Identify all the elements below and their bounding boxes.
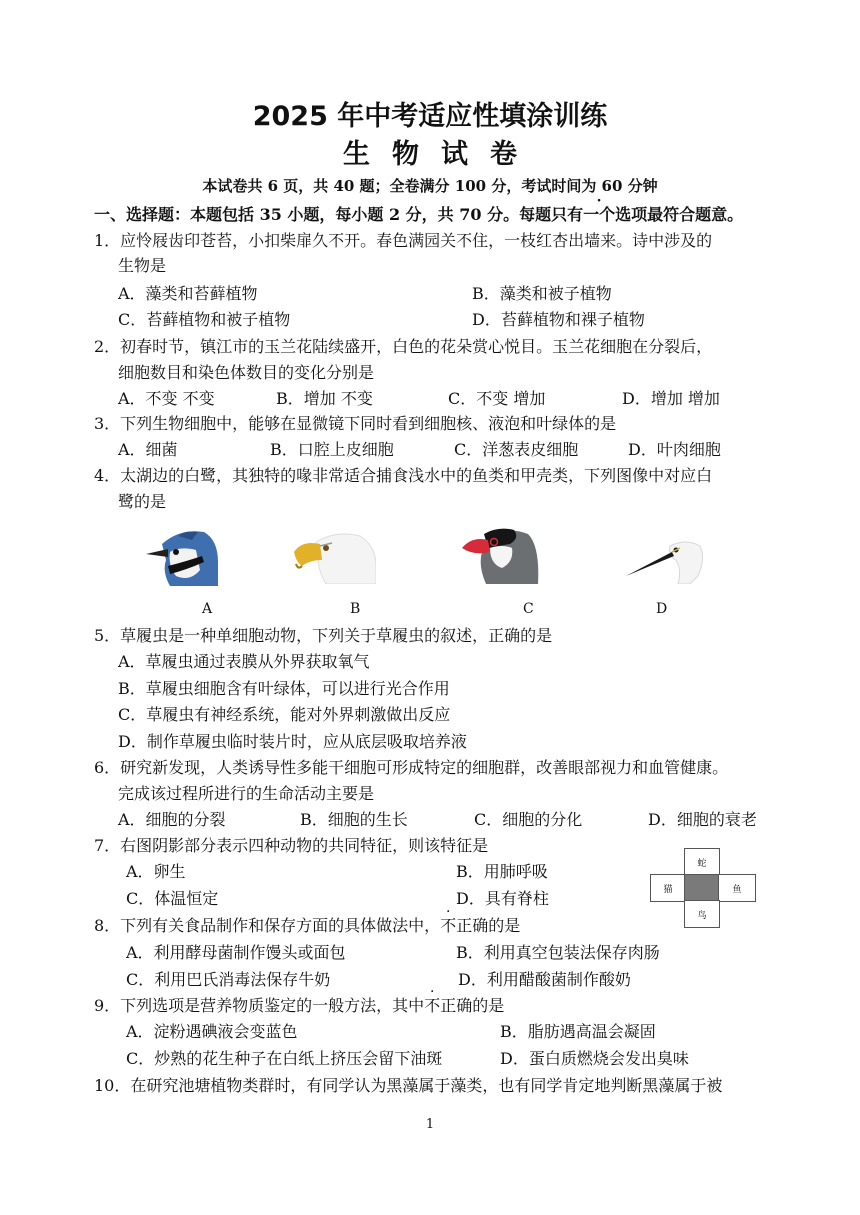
q1-stem-line2: 生物是 bbox=[118, 256, 167, 275]
q2-option-b[interactable]: B．增加 不变 bbox=[276, 389, 373, 408]
q5-option-c[interactable]: C．草履虫有神经系统，能对外界刺激做出反应 bbox=[118, 705, 451, 724]
diagram-cell-cat: 猫 bbox=[650, 874, 686, 902]
q9-stem-post: 正确的是 bbox=[440, 996, 505, 1015]
bird-java-sparrow-image[interactable] bbox=[458, 526, 540, 584]
q7-stem: 7．右图阴影部分表示四种动物的共同特征，则该特征是 bbox=[94, 836, 489, 855]
diagram-cell-snake: 蛇 bbox=[684, 848, 720, 876]
q5-option-d[interactable]: D．制作草履虫临时装片时，应从底层吸取培养液 bbox=[118, 732, 467, 751]
bird-label-a: A bbox=[202, 601, 213, 617]
q3-option-a[interactable]: A．细菌 bbox=[118, 440, 178, 459]
q3-option-b[interactable]: B．口腔上皮细胞 bbox=[270, 440, 394, 459]
q9-option-b[interactable]: B．脂肪遇高温会凝固 bbox=[500, 1022, 656, 1041]
section-heading-prefix: 一、选择题：本题包括 35 小题，每小题 2 分，共 70 分。每题只有 bbox=[94, 205, 584, 224]
q7-option-d[interactable]: D．具有脊柱 bbox=[456, 889, 549, 908]
q8-option-d[interactable]: D．利用醋酸菌制作酸奶 bbox=[458, 970, 631, 989]
q8-stem bbox=[94, 916, 520, 936]
section-heading-emphasis: 一个 bbox=[583, 205, 616, 224]
q8-option-a[interactable]: A．利用酵母菌制作馒头或面包 bbox=[126, 943, 346, 962]
q5-option-b[interactable]: B．草履虫细胞含有叶绿体，可以进行光合作用 bbox=[118, 679, 450, 698]
q2-option-a[interactable]: A．不变 不变 bbox=[118, 389, 215, 408]
q2-stem-line2: 细胞数目和染色体数目的变化分别是 bbox=[118, 363, 375, 382]
q1-stem-line1: 1．应怜屐齿印苍苔，小扣柴扉久不开。春色满园关不住，一枝红杏出墙来。诗中涉及的 bbox=[94, 231, 713, 250]
q9-option-d[interactable]: D．蛋白质燃烧会发出臭味 bbox=[500, 1049, 689, 1068]
bird-egret-image[interactable] bbox=[624, 536, 706, 584]
q4-stem-line1: 4．太湖边的白鹭，其独特的喙非常适合捕食浅水中的鱼类和甲壳类，下列图像中对应白 bbox=[94, 466, 713, 485]
q3-option-c[interactable]: C．洋葱表皮细胞 bbox=[454, 440, 579, 459]
diagram-cell-fish: 鱼 bbox=[718, 874, 756, 902]
q7-option-c[interactable]: C．体温恒定 bbox=[126, 889, 219, 908]
diagram-shaded-center bbox=[684, 874, 720, 902]
q7-option-b[interactable]: B．用肺呼吸 bbox=[456, 862, 548, 881]
exam-title: 2025 年中考适应性填涂训练 bbox=[252, 101, 608, 132]
q8-option-b[interactable]: B．利用真空包装法保存肉肠 bbox=[456, 943, 660, 962]
q6-option-d[interactable]: D．细胞的衰老 bbox=[648, 810, 757, 829]
bird-blue-jay-image[interactable] bbox=[140, 526, 220, 586]
exam-info: 本试卷共 6 页，共 40 题；全卷满分 100 分，考试时间为 60 分钟 bbox=[202, 177, 658, 195]
q6-stem-line2: 完成该过程所进行的生命活动主要是 bbox=[118, 784, 375, 803]
q9-option-a[interactable]: A．淀粉遇碘液会变蓝色 bbox=[126, 1022, 298, 1041]
q8-stem-pre: 8．下列有关食品制作和保存方面的具体做法中， bbox=[94, 916, 441, 935]
q1-option-a[interactable]: A．藻类和苔藓植物 bbox=[118, 284, 258, 303]
q9-stem-pre: 9．下列选项是营养物质鉴定的一般方法，其中 bbox=[94, 996, 425, 1015]
diagram-cell-bird: 鸟 bbox=[684, 900, 720, 928]
q9-option-c[interactable]: C．炒熟的花生种子在白纸上挤压会留下油斑 bbox=[126, 1049, 443, 1068]
q4-stem-line2: 鹭的是 bbox=[118, 492, 167, 511]
q9-stem bbox=[94, 996, 504, 1016]
q6-option-c[interactable]: C．细胞的分化 bbox=[474, 810, 583, 829]
q8-stem-post: 正确的是 bbox=[456, 916, 521, 935]
q3-option-d[interactable]: D．叶肉细胞 bbox=[628, 440, 721, 459]
q1-option-b[interactable]: B．藻类和被子植物 bbox=[472, 284, 612, 303]
q1-option-c[interactable]: C．苔藓植物和被子植物 bbox=[118, 310, 291, 329]
q10-stem-line1: 10．在研究池塘植物类群时，有同学认为黑藻属于藻类，也有同学肯定地判断黑藻属于被 bbox=[94, 1076, 723, 1095]
exam-subject: 生物试卷 bbox=[343, 139, 539, 170]
page-number: 1 bbox=[425, 1117, 435, 1132]
q2-option-d[interactable]: D．增加 增加 bbox=[622, 389, 720, 408]
q8-stem-emphasis: 不 bbox=[440, 916, 457, 935]
q5-option-a[interactable]: A．草履虫通过表膜从外界获取氧气 bbox=[118, 652, 370, 671]
q9-stem-emphasis: 不 bbox=[424, 996, 441, 1015]
q6-option-b[interactable]: B．细胞的生长 bbox=[300, 810, 408, 829]
q8-option-c[interactable]: C．利用巴氏消毒法保存牛奶 bbox=[126, 970, 331, 989]
q6-option-a[interactable]: A．细胞的分裂 bbox=[118, 810, 226, 829]
q3-stem: 3．下列生物细胞中，能够在显微镜下同时看到细胞核、液泡和叶绿体的是 bbox=[94, 414, 617, 433]
section-heading-suffix: 选项最符合题意。 bbox=[615, 205, 744, 224]
q5-stem: 5．草履虫是一种单细胞动物，下列关于草履虫的叙述，正确的是 bbox=[94, 626, 553, 645]
q2-option-c[interactable]: C．不变 增加 bbox=[448, 389, 546, 408]
q2-stem-line1: 2．初春时节，镇江市的玉兰花陆续盛开，白色的花朵赏心悦目。玉兰花细胞在分裂后， bbox=[94, 337, 713, 356]
q7-option-a[interactable]: A．卵生 bbox=[126, 862, 186, 881]
q6-stem-line1: 6．研究新发现，人类诱导性多能干细胞可形成特定的细胞群，改善眼部视力和血管健康。 bbox=[94, 758, 729, 777]
q1-option-d[interactable]: D．苔藓植物和裸子植物 bbox=[472, 310, 645, 329]
bird-label-c: C bbox=[523, 601, 534, 617]
bird-label-b: B bbox=[350, 601, 361, 617]
bird-label-d: D bbox=[656, 601, 668, 617]
section-heading bbox=[94, 205, 743, 225]
bird-eagle-image[interactable] bbox=[292, 530, 376, 584]
